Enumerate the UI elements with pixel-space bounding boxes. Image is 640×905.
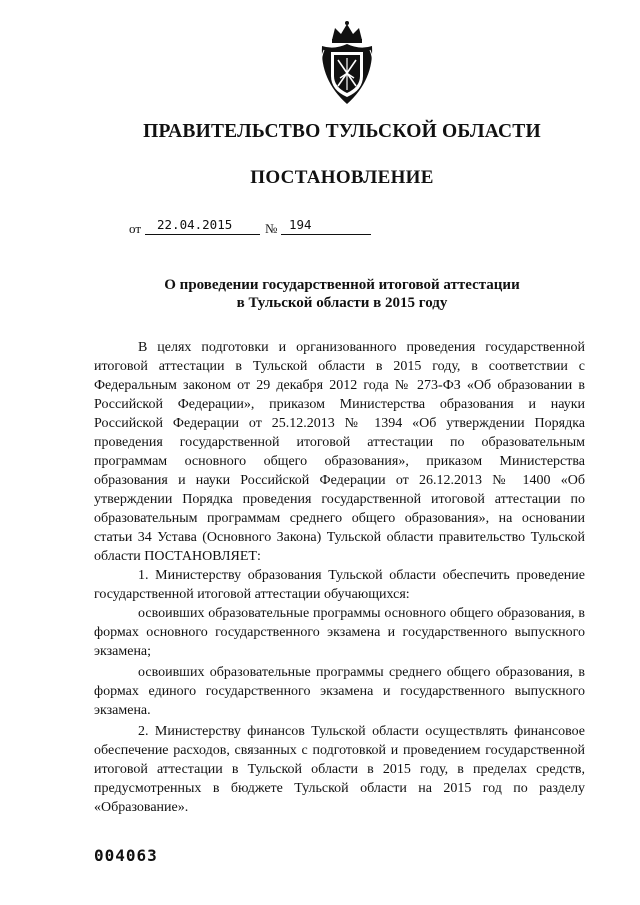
coat-of-arms-icon bbox=[316, 20, 378, 106]
preamble-paragraph: В целях подготовки и организованного проведения государственной итоговой аттестации в Тульской области в 2015 году, в соответствии с Федеральным законом от 29 декабря 2012 года № 273-ФЗ «Об образовании в Российской Федерации», приказом Министерства образования и науки Российской Федерации от 25.12.2013 № 1394 «Об утверждении Порядка проведения государственной итоговой аттестации по образовательным программам основного общего образования», приказом Министерства образования и науки Российской Федерации от 26.12.2013 № 1400 «Об утверждении Порядка проведения государственной итоговой аттестации по образовательным программам среднего общего образования», на основании статьи 34 Устава (Основного Закона) Тульской области правительство Тульской области ПОСТАНОВЛЯЕТ: bbox=[94, 340, 585, 564]
subject-line-2: в Тульской области в 2015 году bbox=[236, 295, 448, 311]
document-number: 194 bbox=[289, 217, 312, 232]
number-label: № bbox=[265, 221, 278, 236]
clause-1-subitem-2: освоивших образовательные программы среднего общего образования, в формах единого государственного экзамена и государственного выпускного экзамена. bbox=[94, 665, 585, 718]
serial-number-stamp: 004063 bbox=[94, 846, 158, 865]
date-number-line bbox=[129, 218, 389, 238]
clause-1: 1. Министерству образования Тульской области обеспечить проведение государственной итоговой аттестации обучающихся: bbox=[94, 568, 585, 602]
document-subject bbox=[0, 276, 640, 312]
organization-title: ПРАВИТЕЛЬСТВО ТУЛЬСКОЙ ОБЛАСТИ bbox=[143, 121, 541, 142]
document-type-title: ПОСТАНОВЛЕНИЕ bbox=[250, 167, 434, 188]
clause-2: 2. Министерству финансов Тульской области осуществлять финансовое обеспечение расходов, связанных с подготовкой и проведением государственной итоговой аттестации в Тульской области в 2015 году, в пределах средств, предусмотренных в бюджете Тульской области на 2015 год по разделу «Образование». bbox=[94, 724, 585, 815]
subject-line-1: О проведении государственной итоговой аттестации bbox=[164, 277, 520, 293]
number-underline bbox=[281, 234, 371, 235]
document-body bbox=[94, 338, 585, 817]
date-underline bbox=[145, 234, 260, 235]
document-date: 22.04.2015 bbox=[157, 217, 233, 232]
clause-1-subitem-1: освоивших образовательные программы основного общего образования, в формах основного государственного экзамена и государственного выпускного экзамена; bbox=[94, 606, 585, 659]
date-label: от bbox=[129, 221, 142, 236]
